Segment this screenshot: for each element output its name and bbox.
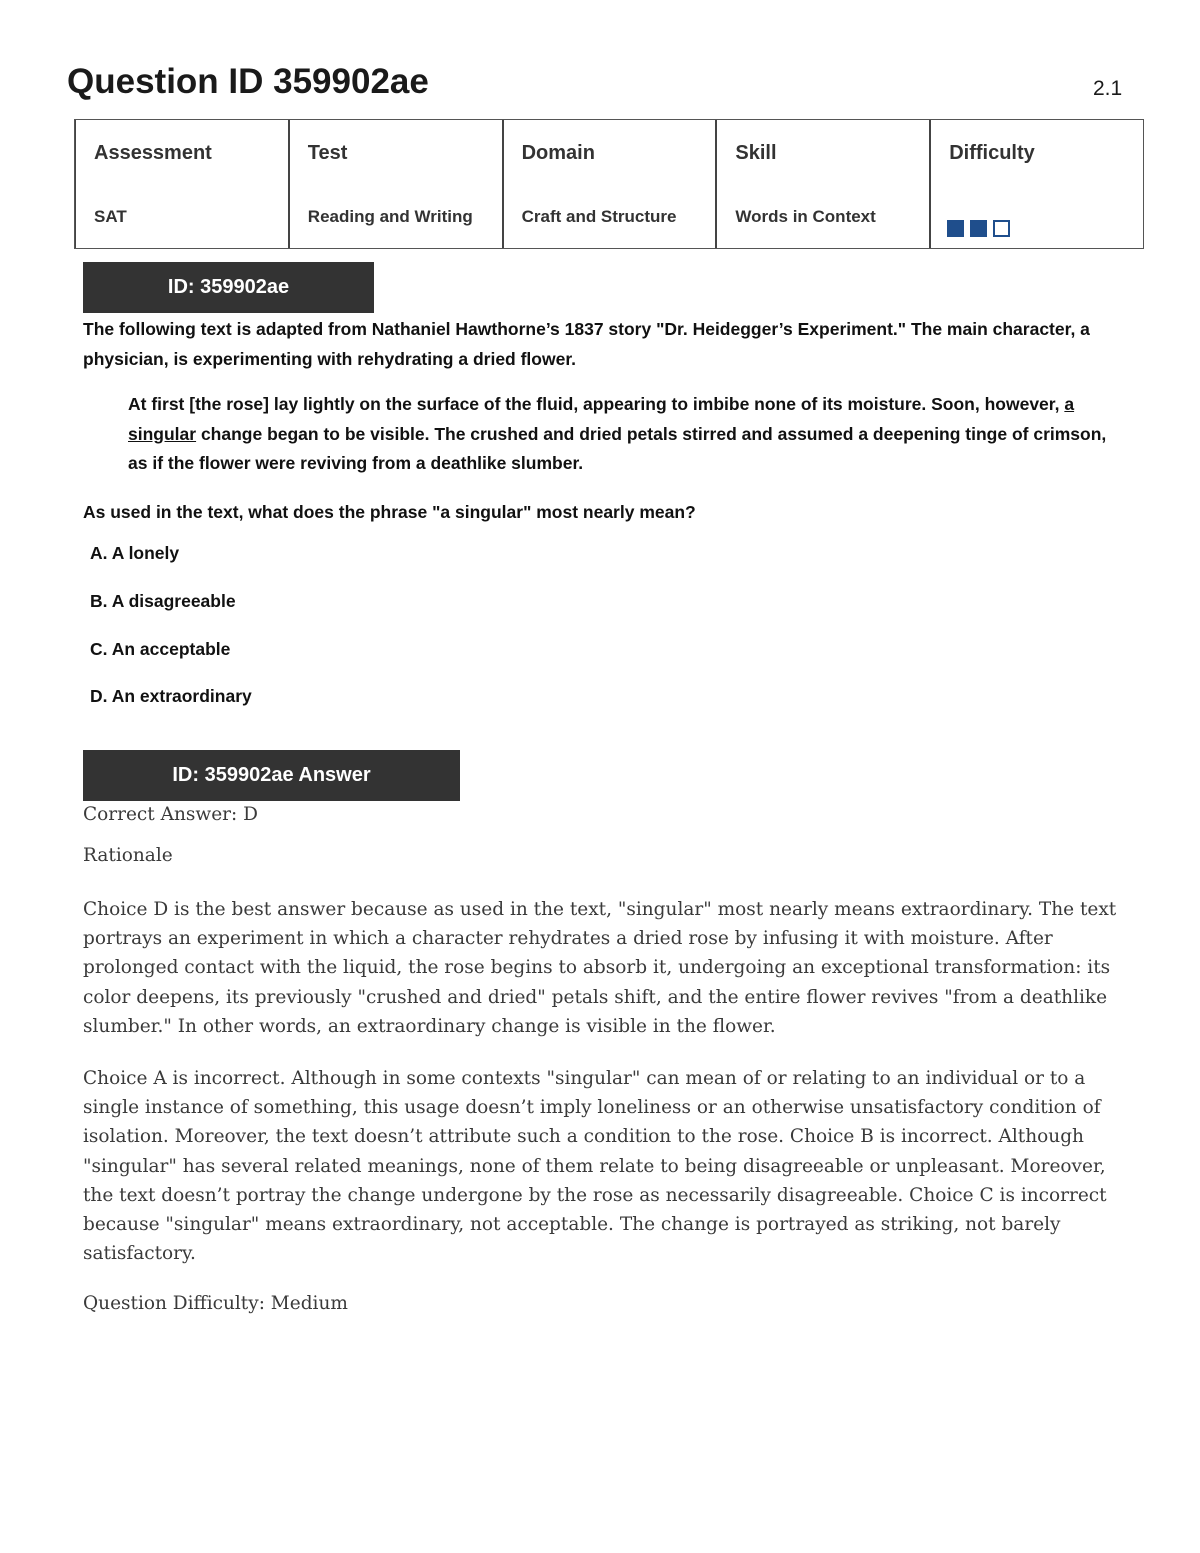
page-number: 2.1 (1093, 77, 1123, 100)
domain-cell (504, 120, 718, 248)
passage-text-before: At first [the rose] lay lightly on the surface of the fluid, appearing to imbibe none of its moisture. Soon, however, (128, 394, 1065, 414)
domain-label: Domain (521, 142, 595, 164)
test-label: Test (307, 142, 348, 164)
question-id-banner: ID: 359902ae (83, 262, 374, 313)
difficulty-box-filled (947, 220, 964, 237)
test-value: Reading and Writing (307, 207, 473, 226)
question-prompt: As used in the text, what does the phrase "a singular" most nearly mean? (83, 502, 696, 522)
answer-id-banner: ID: 359902ae Answer (83, 750, 460, 801)
correct-answer: Correct Answer: D (83, 804, 258, 825)
assessment-value: SAT (94, 207, 127, 226)
skill-value: Words in Context (735, 207, 876, 226)
question-intro: The following text is adapted from Nathaniel Hawthorne’s 1837 story "Dr. Heidegger’s Experiment." The main character, a physician, is experimenting with rehydrating a dried flower. (83, 319, 1090, 369)
question-passage (128, 390, 1118, 479)
test-cell (290, 120, 504, 248)
metadata-table (74, 119, 1144, 249)
choice-b: B. A disagreeable (90, 591, 236, 611)
difficulty-box-empty (993, 220, 1010, 237)
difficulty-cell (931, 120, 1143, 248)
domain-value: Craft and Structure (521, 207, 677, 226)
passage-underlined-phrase: a singular (128, 394, 1075, 444)
choice-c: C. An acceptable (90, 639, 231, 659)
skill-cell (717, 120, 931, 248)
page-title: Question ID 359902ae (67, 62, 429, 101)
rationale-paragraph-1: Choice D is the best answer because as used in the text, "singular" most nearly means extraordinary. The text portrays an experiment in which a character rehydrates a dried rose by infusing it with moisture. After prolonged contact with the liquid, the rose begins to absorb it, undergoing an exceptional transformation: its color deepens, its previously "crushed and dried" petals shift, and the entire flower revives "from a deathlike slumber." In other words, an extraordinary change is visible in the flower. (83, 899, 1117, 1037)
passage-text-after: change began to be visible. The crushed and dried petals stirred and assumed a deepening tinge of crimson, as if the flower were reviving from a deathlike slumber. (128, 423, 1107, 473)
assessment-cell (75, 120, 290, 248)
rationale-paragraph-2: Choice A is incorrect. Although in some contexts "singular" can mean of or relating to an individual or to a single instance of something, this usage doesn’t imply loneliness or an otherwise unsatisfactory condition of isolation. Moreover, the text doesn’t attribute such a condition to the rose. Choice B is incorrect. Although "singular" has several related meanings, none of them relate to being disagreeable or unpleasant. Moreover, the text doesn’t portray the change undergone by the rose as necessarily disagreeable. Choice C is incorrect because "singular" means extraordinary, not acceptable. The change is portrayed as striking, not barely satisfactory. (83, 1068, 1107, 1265)
assessment-label: Assessment (94, 142, 212, 164)
skill-label: Skill (735, 142, 777, 164)
difficulty-label: Difficulty (949, 142, 1035, 164)
choice-d: D. An extraordinary (90, 686, 252, 706)
rationale-label: Rationale (83, 845, 173, 866)
difficulty-box-filled (970, 220, 987, 237)
difficulty-indicator (947, 220, 1010, 237)
question-difficulty: Question Difficulty: Medium (83, 1293, 348, 1314)
choice-a: A. A lonely (90, 543, 180, 563)
